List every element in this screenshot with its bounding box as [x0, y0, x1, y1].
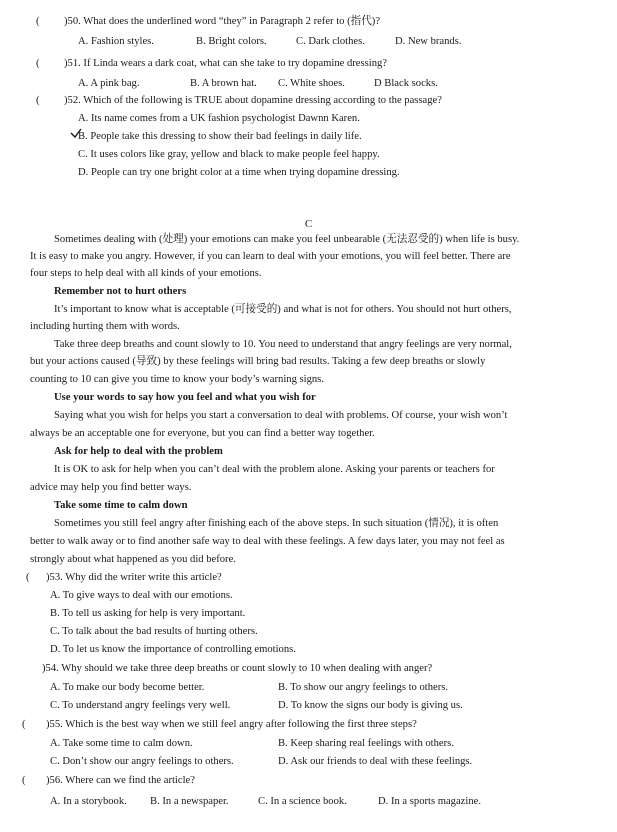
paragraph-2-line-2: including hurting them with words. — [30, 321, 180, 332]
option-d: D. To know the signs our body is giving us. — [278, 700, 463, 711]
paragraph-3-line-3: counting to 10 can give you time to know your body’s warning signs. — [30, 374, 324, 385]
option-a: A. To make our body become better. — [50, 682, 205, 693]
paragraph-4-line-1: Saying what you wish for helps you start a conversation to deal with problems. Of course, your wish won’t — [54, 410, 508, 421]
paragraph-6-line-2: better to walk away or to find another safe way to deal with these feelings. A few days later, you may not feel as — [30, 536, 505, 547]
question-stem: )51. If Linda wears a dark coat, what can she take to try dopamine dressing? — [64, 58, 387, 69]
question-54 — [42, 663, 432, 676]
question-stem: )56. Where can we find the article? — [46, 775, 195, 786]
question-53 — [26, 572, 222, 585]
heading-ask-for-help: Ask for help to deal with the problem — [54, 446, 223, 457]
question-stem: )53. Why did the writer write this article? — [46, 572, 222, 583]
question-stem: )54. Why should we take three deep breaths or count slowly to 10 when dealing with anger? — [42, 663, 433, 674]
question-54-options-row-1 — [50, 682, 448, 695]
paragraph-6-line-3: strongly about what happened as you did before. — [30, 554, 236, 565]
option-c: C. In a science book. — [258, 796, 347, 807]
question-stem: )50. What does the underlined word “they” in Paragraph 2 refer to (指代)? — [64, 16, 381, 27]
heading-use-your-words: Use your words to say how you feel and what you wish for — [54, 392, 316, 403]
answer-blank: ( — [36, 58, 40, 69]
option-c: C. Don’t show our angry feelings to others. — [50, 756, 234, 767]
question-51-options — [78, 78, 438, 91]
paragraph-1-line-3: four steps to help deal with all kinds of your emotions. — [30, 268, 262, 279]
option-a: A. Fashion styles. — [78, 36, 154, 47]
question-52 — [36, 95, 442, 108]
question-52-option-c: C. It uses colors like gray, yellow and black to make people feel happy. — [78, 149, 380, 160]
option-b: B. A brown hat. — [190, 78, 257, 89]
passage-title: C — [304, 218, 313, 230]
option-d: D. In a sports magazine. — [378, 796, 481, 807]
question-52-option-d: D. People can try one bright color at a time when trying dopamine dressing. — [78, 167, 400, 178]
question-55-options-row-1 — [50, 738, 454, 751]
option-c: C. Dark clothes. — [296, 36, 365, 47]
answer-blank: ( — [36, 95, 40, 106]
option-d: D. New brands. — [395, 36, 462, 47]
paragraph-6-line-1: Sometimes you still feel angry after finishing each of the above steps. In such situation (情况), it is often — [54, 518, 499, 529]
option-b: B. Bright colors. — [196, 36, 267, 47]
question-53-option-b: B. To tell us asking for help is very important. — [50, 608, 246, 619]
question-52-option-a: A. Its name comes from a UK fashion psychologist Dawnn Karen. — [78, 113, 360, 124]
paragraph-1-line-1: Sometimes dealing with (处理) your emotions can make you feel unbearable (无法忍受的) when life is busy. — [54, 234, 520, 245]
paragraph-2-line-1: It’s important to know what is acceptable (可接受的) and what is not for others. You should not hurt others, — [54, 304, 512, 315]
paragraph-3-line-1: Take three deep breaths and count slowly to 10. You need to understand that angry feelings are very normal, — [54, 339, 512, 350]
option-b: B. In a newspaper. — [150, 796, 229, 807]
question-stem: )55. Which is the best way when we still feel angry after following the first three steps? — [46, 719, 417, 730]
question-53-option-a: A. To give ways to deal with our emotions. — [50, 590, 233, 601]
answer-blank: ( — [36, 16, 40, 27]
answer-blank: ( — [26, 572, 30, 583]
question-54-options-row-2 — [50, 700, 463, 713]
question-56 — [22, 775, 195, 788]
paragraph-1-line-2: It is easy to make you angry. However, if you can learn to deal with your emotions, you will feel better. There are — [30, 251, 511, 262]
heading-take-some-time: Take some time to calm down — [54, 500, 188, 511]
answer-blank: ( — [22, 719, 26, 730]
option-b: B. To show our angry feelings to others. — [278, 682, 449, 693]
pen-tick-icon — [70, 128, 82, 140]
paragraph-5-line-2: advice may help you find better ways. — [30, 482, 192, 493]
option-c: C. To understand angry feelings very well. — [50, 700, 231, 711]
question-55-options-row-2 — [50, 756, 472, 769]
option-a: A. In a storybook. — [50, 796, 127, 807]
heading-remember-not-to-hurt: Remember not to hurt others — [54, 286, 187, 297]
question-55 — [22, 719, 417, 732]
answer-blank: ( — [22, 775, 26, 786]
question-53-option-d: D. To let us know the importance of controlling emotions. — [50, 644, 296, 655]
paragraph-4-line-2: always be an acceptable one for everyone, but you can find a better way together. — [30, 428, 375, 439]
question-50-options — [78, 36, 462, 49]
option-d: D. Ask our friends to deal with these feelings. — [278, 756, 473, 767]
option-a: A. A pink bag. — [78, 78, 140, 89]
question-51 — [36, 58, 387, 71]
option-a: A. Take some time to calm down. — [50, 738, 193, 749]
paragraph-3-line-2: but your actions caused (导致) by these feelings will bring bad results. Taking a few deep breaths or slowly — [30, 356, 486, 367]
option-c: C. White shoes. — [278, 78, 345, 89]
paragraph-5-line-1: It is OK to ask for help when you can’t deal with the problem alone. Asking your parents or teachers for — [54, 464, 495, 475]
question-52-option-b: B. People take this dressing to show their bad feelings in daily life. — [78, 131, 362, 142]
question-50 — [36, 16, 380, 29]
option-d: D Black socks. — [374, 78, 438, 89]
option-b: B. Keep sharing real feelings with others. — [278, 738, 454, 749]
question-53-option-c: C. To talk about the bad results of hurting others. — [50, 626, 258, 637]
question-stem: )52. Which of the following is TRUE about dopamine dressing according to the passage? — [64, 95, 442, 106]
question-56-options — [50, 796, 481, 809]
